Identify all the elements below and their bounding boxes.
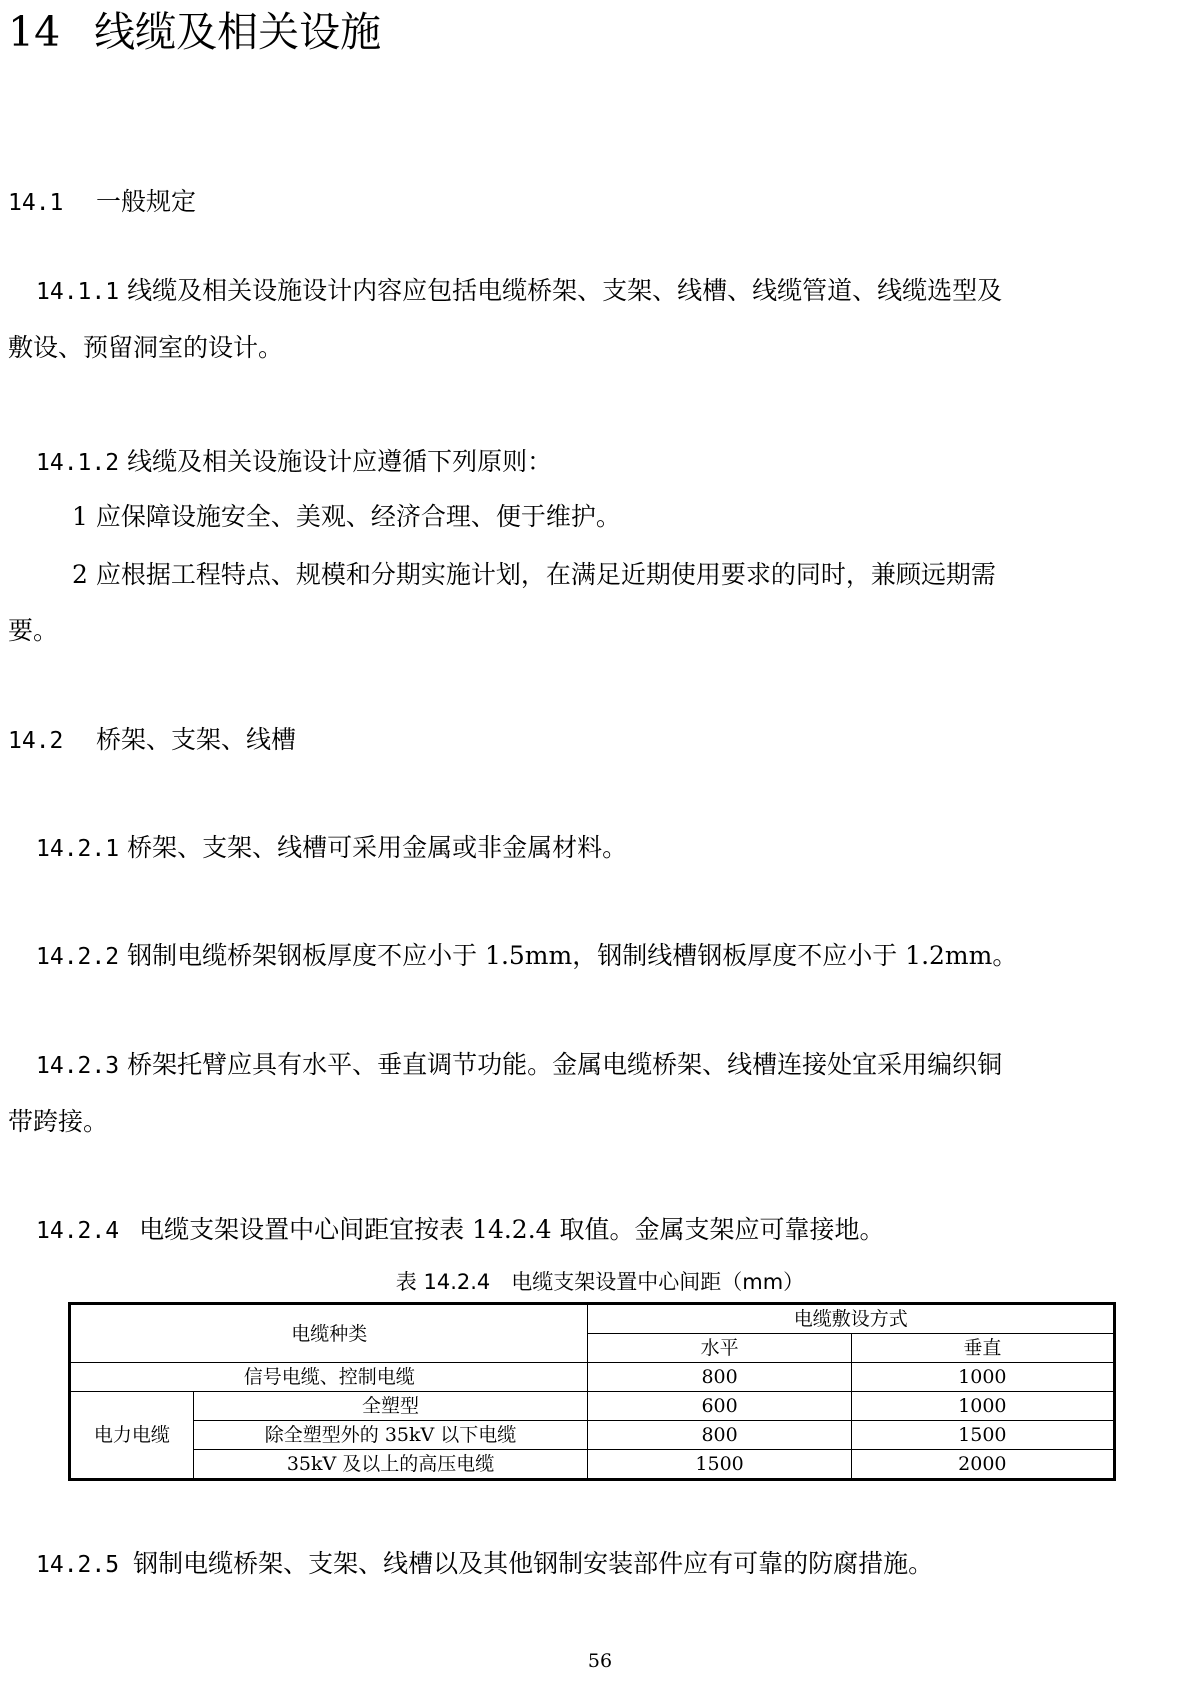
clause-14-1-1-line1 [36,273,1002,310]
clause-14-2-4 [36,1212,885,1249]
cell-horizontal: 800 [588,1421,851,1450]
clause-text: 桥架托臂应具有水平、垂直调节功能。金属电缆桥架、线槽连接处宜采用编织铜 [127,1050,1003,1079]
cell-vertical: 1000 [851,1392,1114,1421]
table-row [70,1421,1115,1450]
clause-14-2-2 [36,938,1017,975]
clause-text: 钢制电缆桥架钢板厚度不应小于 1.5mm，钢制线槽钢板厚度不应小于 1.2mm。 [127,941,1018,970]
chapter-heading [8,4,381,60]
list-item-2-line2: 要。 [8,616,59,645]
section-title: 一般规定 [96,187,197,216]
clause-14-2-5 [36,1546,933,1583]
spacing-table [68,1302,1116,1481]
page-number: 56 [587,1650,613,1672]
table-caption: 表 14.2.4 电缆支架设置中心间距（mm） [395,1270,805,1294]
cell-power-group: 电力电缆 [70,1392,194,1480]
clause-text: 线缆及相关设施设计内容应包括电缆桥架、支架、线槽、线缆管道、线缆选型及 [127,276,1003,305]
clause-14-1-1-line2: 敷设、预留洞室的设计。 [8,333,284,362]
clause-text: 桥架、支架、线槽可采用金属或非金属材料。 [127,833,628,862]
cell-type: 35kV 及以上的高压电缆 [193,1450,588,1480]
clause-14-1-2 [36,444,552,481]
section-number: 14.1 [8,190,64,216]
chapter-number: 14 [8,8,61,56]
cell-horizontal: 600 [588,1392,851,1421]
clause-14-2-3-line2: 带跨接。 [8,1107,109,1136]
clause-number: 14.1.1 [36,279,120,305]
clause-number: 14.2.4 [36,1218,120,1244]
clause-text: 电缆支架设置中心间距宜按表 14.2.4 取值。金属支架应可靠接地。 [139,1215,885,1244]
clause-14-2-1 [36,830,627,867]
clause-number: 14.2.5 [36,1552,120,1578]
clause-text: 线缆及相关设施设计应遵循下列原则： [127,447,553,476]
section-number: 14.2 [8,728,64,754]
header-cable-type: 电缆种类 [70,1304,588,1363]
cell-horizontal: 800 [588,1363,851,1392]
clause-number: 14.1.2 [36,450,120,476]
cell-vertical: 1500 [851,1421,1114,1450]
clause-number: 14.2.3 [36,1053,120,1079]
table-row [70,1392,1115,1421]
table-header-row [70,1304,1115,1334]
header-vertical: 垂直 [851,1334,1114,1363]
cell-type: 除全塑型外的 35kV 以下电缆 [193,1421,588,1450]
clause-number: 14.2.2 [36,944,120,970]
cell-type: 信号电缆、控制电缆 [70,1363,588,1392]
table-row [70,1363,1115,1392]
cell-vertical: 1000 [851,1363,1114,1392]
section-heading-14-1 [8,184,196,221]
header-horizontal: 水平 [588,1334,851,1363]
chapter-title: 线缆及相关设施 [94,8,382,56]
cell-vertical: 2000 [851,1450,1114,1480]
section-heading-14-2 [8,722,296,759]
header-laying-method: 电缆敷设方式 [588,1304,1115,1334]
clause-number: 14.2.1 [36,836,120,862]
clause-text: 钢制电缆桥架、支架、线槽以及其他钢制安装部件应有可靠的防腐措施。 [133,1549,934,1578]
table-row [70,1450,1115,1480]
list-item-2-line1: 2 应根据工程特点、规模和分期实施计划，在满足近期使用要求的同时，兼顾远期需 [72,560,996,589]
cell-type: 全塑型 [193,1392,588,1421]
list-item-1: 1 应保障设施安全、美观、经济合理、便于维护。 [72,502,621,531]
section-title: 桥架、支架、线槽 [96,725,297,754]
cell-horizontal: 1500 [588,1450,851,1480]
clause-14-2-3-line1 [36,1047,1002,1084]
